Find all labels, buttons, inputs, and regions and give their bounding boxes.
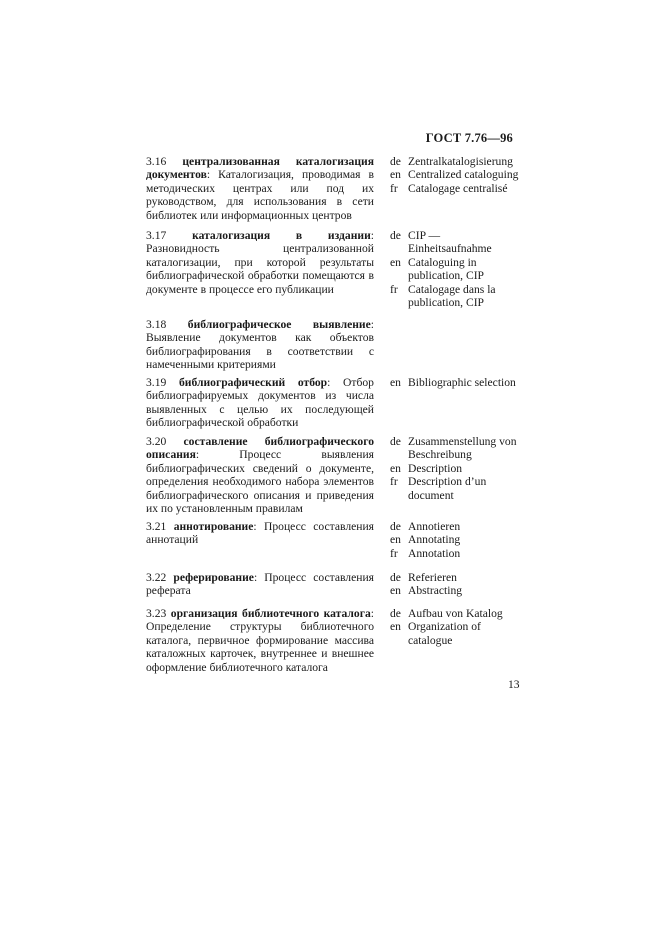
equivalent-item <box>390 155 525 168</box>
entry-equivalents <box>390 229 525 309</box>
entry-definition: : Каталогизация, проводимая в методических центрах или под их руководством, для использования в сети библиотек или информационных центров <box>146 168 374 222</box>
entry-term: централизованная каталогизация документов <box>146 155 374 182</box>
entry-definition-block <box>146 376 374 430</box>
entry-equivalents <box>390 571 525 598</box>
entry-definition-block <box>146 607 374 674</box>
equivalent-text: Catalogage centralisé <box>408 181 508 195</box>
equivalent-item <box>390 435 525 462</box>
entry-number: 3.23 <box>146 607 167 620</box>
equivalent-item <box>390 229 525 256</box>
equivalent-text: Description d’un document <box>408 475 487 502</box>
equivalent-lang: en <box>390 255 401 269</box>
entry-term: реферирование <box>173 571 254 584</box>
equivalent-text: Annotieren <box>408 520 461 533</box>
entry-number: 3.21 <box>146 520 167 533</box>
equivalent-lang: en <box>390 461 401 475</box>
equivalent-text: Zusammenstellung von Beschreibung <box>408 435 517 462</box>
entry-definition-block <box>146 571 374 598</box>
entry-definition: : Процесс составления аннотаций <box>146 520 374 547</box>
equivalent-text: Abstracting <box>408 584 463 598</box>
entry-definition: : Разновидность централизованной каталогизации, при которой результаты библиографической обработки помещаются в документе в процессе его публикации <box>146 229 374 296</box>
equivalent-item <box>390 620 525 647</box>
equivalent-text: Centralized cataloguing <box>408 168 519 182</box>
equivalent-text: Annotating <box>408 533 461 547</box>
entry-definition-block <box>146 435 374 515</box>
entry-equivalents <box>390 155 525 195</box>
equivalent-lang: fr <box>390 181 398 195</box>
equivalent-item <box>390 547 525 560</box>
entry-term: аннотирование <box>173 520 254 533</box>
entry-equivalents <box>390 520 525 560</box>
entry-definition: : Процесс составления реферата <box>146 571 374 598</box>
equivalent-item <box>390 584 525 597</box>
equivalent-lang: de <box>390 155 401 168</box>
equivalent-item <box>390 462 525 475</box>
equivalent-text: Organization of catalogue <box>408 620 481 647</box>
equivalent-lang: fr <box>390 282 398 296</box>
equivalent-item <box>390 376 525 389</box>
entry-number: 3.19 <box>146 376 167 389</box>
equivalent-text: CIP — Einheitsaufnahme <box>408 229 492 256</box>
entry-definition-block <box>146 318 374 372</box>
equivalent-lang: fr <box>390 546 398 560</box>
equivalent-item <box>390 283 525 310</box>
entry-term: библиографическое выявление <box>187 318 371 331</box>
equivalent-item <box>390 168 525 181</box>
entry-definition-block <box>146 229 374 296</box>
entry-number: 3.22 <box>146 571 167 584</box>
entry-definition-block <box>146 155 374 222</box>
equivalent-lang: en <box>390 584 401 598</box>
equivalent-lang: en <box>390 168 401 182</box>
entry-equivalents <box>390 435 525 502</box>
entry-equivalents <box>390 376 525 389</box>
equivalent-item <box>390 607 525 620</box>
equivalent-lang: de <box>390 520 401 533</box>
equivalent-item <box>390 182 525 195</box>
entry-number: 3.20 <box>146 435 167 448</box>
entry-term: организация библиотечного каталога <box>170 607 371 620</box>
equivalent-text: Referieren <box>408 571 457 584</box>
equivalent-text: Annotation <box>408 546 461 560</box>
entry-number: 3.17 <box>146 229 167 242</box>
entry-term: библиографический отбор <box>179 376 328 389</box>
entry-definition: : Определение структуры библиотечного каталога, первичное формирование массива каталожных карточек, внутреннее и внешнее оформление библиотечного каталога <box>146 607 374 674</box>
equivalent-text: Zentralkatalogisierung <box>408 155 513 168</box>
entry-number: 3.18 <box>146 318 167 331</box>
equivalent-lang: de <box>390 229 401 242</box>
equivalent-lang: en <box>390 376 401 389</box>
equivalent-text: Cataloguing in publication, CIP <box>408 255 484 283</box>
equivalent-lang: de <box>390 607 401 620</box>
entry-definition: : Выявление документов как объектов библиографирования в соответствии с намеченными критериями <box>146 318 374 372</box>
equivalent-lang: en <box>390 533 401 547</box>
equivalent-text: Bibliographic selection <box>408 376 516 389</box>
equivalent-lang: en <box>390 620 401 634</box>
equivalent-item <box>390 520 525 533</box>
equivalent-item <box>390 571 525 584</box>
standard-code: ГОСТ 7.76—96 <box>425 131 513 145</box>
entry-term: каталогизация в издании <box>192 229 371 242</box>
entry-equivalents <box>390 607 525 647</box>
equivalent-item <box>390 533 525 546</box>
equivalent-item <box>390 475 525 502</box>
entry-number: 3.16 <box>146 155 167 168</box>
page-number: 13 <box>508 678 520 691</box>
equivalent-lang: fr <box>390 475 398 489</box>
equivalent-text: Catalogage dans la publication, CIP <box>408 282 496 310</box>
entry-definition: : Отбор библиографируемых документов из числа выявленных с целью их последующей библиографической обработки <box>146 376 374 430</box>
equivalent-item <box>390 256 525 283</box>
entry-definition: : Процесс выявления библиографических сведений о документе, определения необходимого набора элементов библиографического описания и приведения их по установленным правилам <box>146 448 374 516</box>
entry-term: составление библиографического описания <box>146 435 374 462</box>
equivalent-text: Description <box>408 461 463 475</box>
equivalent-text: Aufbau von Katalog <box>408 607 503 620</box>
equivalent-lang: de <box>390 435 401 448</box>
equivalent-lang: de <box>390 571 401 584</box>
entry-definition-block <box>146 520 374 547</box>
